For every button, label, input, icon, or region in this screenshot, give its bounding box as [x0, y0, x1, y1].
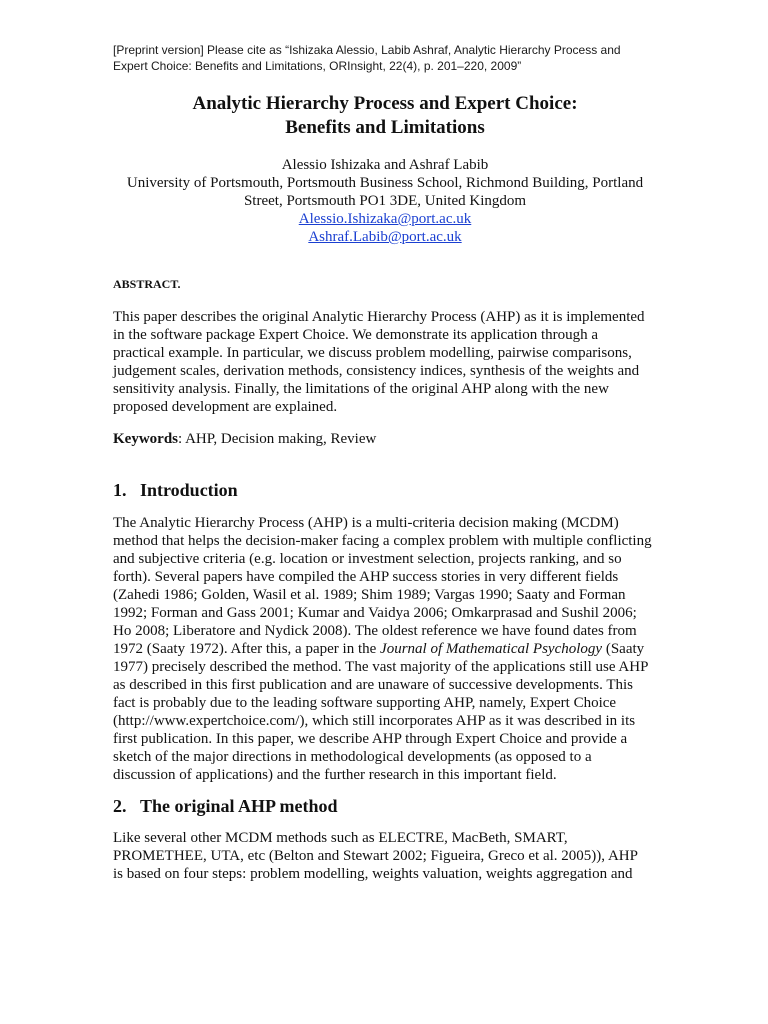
text-line: as described in this first publication and are unaware of successive developments. This: [113, 677, 633, 693]
text-line: The Analytic Hierarchy Process (AHP) is a multi-criteria decision making (MCDM): [113, 515, 619, 531]
text-line: This paper describes the original Analytic Hierarchy Process (AHP) as it is implemented: [113, 309, 645, 325]
section-number: 1.: [113, 480, 127, 500]
text-line: practical example. In particular, we discuss problem modelling, pairwise comparisons,: [113, 345, 632, 361]
keywords-text: : AHP, Decision making, Review: [178, 431, 377, 447]
affiliation-line: University of Portsmouth, Portsmouth Business School, Richmond Building, Portland: [126, 175, 644, 191]
section-title: Introduction: [140, 480, 238, 500]
text-line: and subjective criteria (e.g. location or investment selection, projects ranking, and so: [113, 551, 622, 567]
journal-name: Journal of Mathematical Psychology: [380, 641, 603, 657]
text-segment: (Saaty: [602, 641, 645, 657]
text-line: discussion of applications) and the further research in this important field.: [113, 767, 557, 783]
text-line: first publication. In this paper, we describe AHP through Expert Choice and provide a: [113, 731, 628, 747]
section-heading-original-ahp: [113, 795, 338, 817]
text-line: sketch of the major directions in methodological developments (as opposed to a: [113, 749, 592, 765]
author-email-link[interactable]: Ashraf.Labib@port.ac.uk: [308, 229, 462, 245]
paper-title: [80, 92, 690, 140]
text-line: is based on four steps: problem modelling, weights valuation, weights aggregation and: [113, 866, 633, 882]
method-paragraph: [113, 829, 658, 883]
text-line: judgement scales, derivation methods, consistency indices, synthesis of the weights and: [113, 363, 640, 379]
text-segment: 1972 (Saaty 1972). After this, a paper in the: [113, 641, 381, 657]
title-line: Analytic Hierarchy Process and Expert Choice:: [192, 93, 578, 114]
section-title: The original AHP method: [140, 796, 338, 816]
author-block: [100, 156, 670, 246]
keywords-line: [113, 430, 658, 448]
preprint-citation-note: [113, 42, 653, 74]
text-line: 1992; Forman and Gass 2001; Kumar and Vaidya 2006; Omkarprasad and Sushil 2006;: [113, 605, 637, 621]
text-line: PROMETHEE, UTA, etc (Belton and Stewart 2002; Figueira, Greco et al. 2005)), AHP: [113, 848, 638, 864]
affiliation-line: Street, Portsmouth PO1 3DE, United Kingdom: [243, 193, 527, 209]
section-number: 2.: [113, 796, 127, 816]
text-line: method that helps the decision-maker facing a complex problem with multiple conflicting: [113, 533, 652, 549]
author-names: Alessio Ishizaka and Ashraf Labib: [281, 157, 489, 173]
text-line: 1977) precisely described the method. The vast majority of the applications still use AHP: [113, 659, 649, 675]
text-line: Like several other MCDM methods such as ELECTRE, MacBeth, SMART,: [113, 830, 568, 846]
text-line: proposed development are explained.: [113, 399, 338, 415]
preprint-line: Expert Choice: Benefits and Limitations, ORInsight, 22(4), p. 201–220, 2009”: [113, 59, 522, 73]
abstract-heading: ABSTRACT.: [113, 277, 181, 291]
text-line: in the software package Expert Choice. We demonstrate its application through a: [113, 327, 599, 343]
text-line: fact is probably due to the leading software supporting AHP, namely, Expert Choice: [113, 695, 617, 711]
section-heading-introduction: [113, 479, 238, 501]
abstract-paragraph: [113, 308, 658, 416]
title-line: Benefits and Limitations: [285, 117, 485, 138]
text-line: sensitivity analysis. Finally, the limitations of the original AHP along with the new: [113, 381, 609, 397]
text-line: Ho 2008; Liberatore and Nydick 2008). The oldest reference we have found dates from: [113, 623, 637, 639]
text-line: [113, 640, 658, 658]
keywords-label: Keywords: [113, 431, 178, 447]
text-line: (http://www.expertchoice.com/), which still incorporates AHP as it was described in its: [113, 713, 636, 729]
text-line: (Zahedi 1986; Golden, Wasil et al. 1989; Shim 1989; Vargas 1990; Saaty and Forman: [113, 587, 626, 603]
preprint-line: [Preprint version] Please cite as “Ishizaka Alessio, Labib Ashraf, Analytic Hierarchy Process and: [113, 43, 621, 57]
author-email-link[interactable]: Alessio.Ishizaka@port.ac.uk: [298, 211, 472, 227]
text-line: forth). Several papers have compiled the AHP success stories in very different fields: [113, 569, 619, 585]
introduction-paragraph: [113, 514, 658, 784]
